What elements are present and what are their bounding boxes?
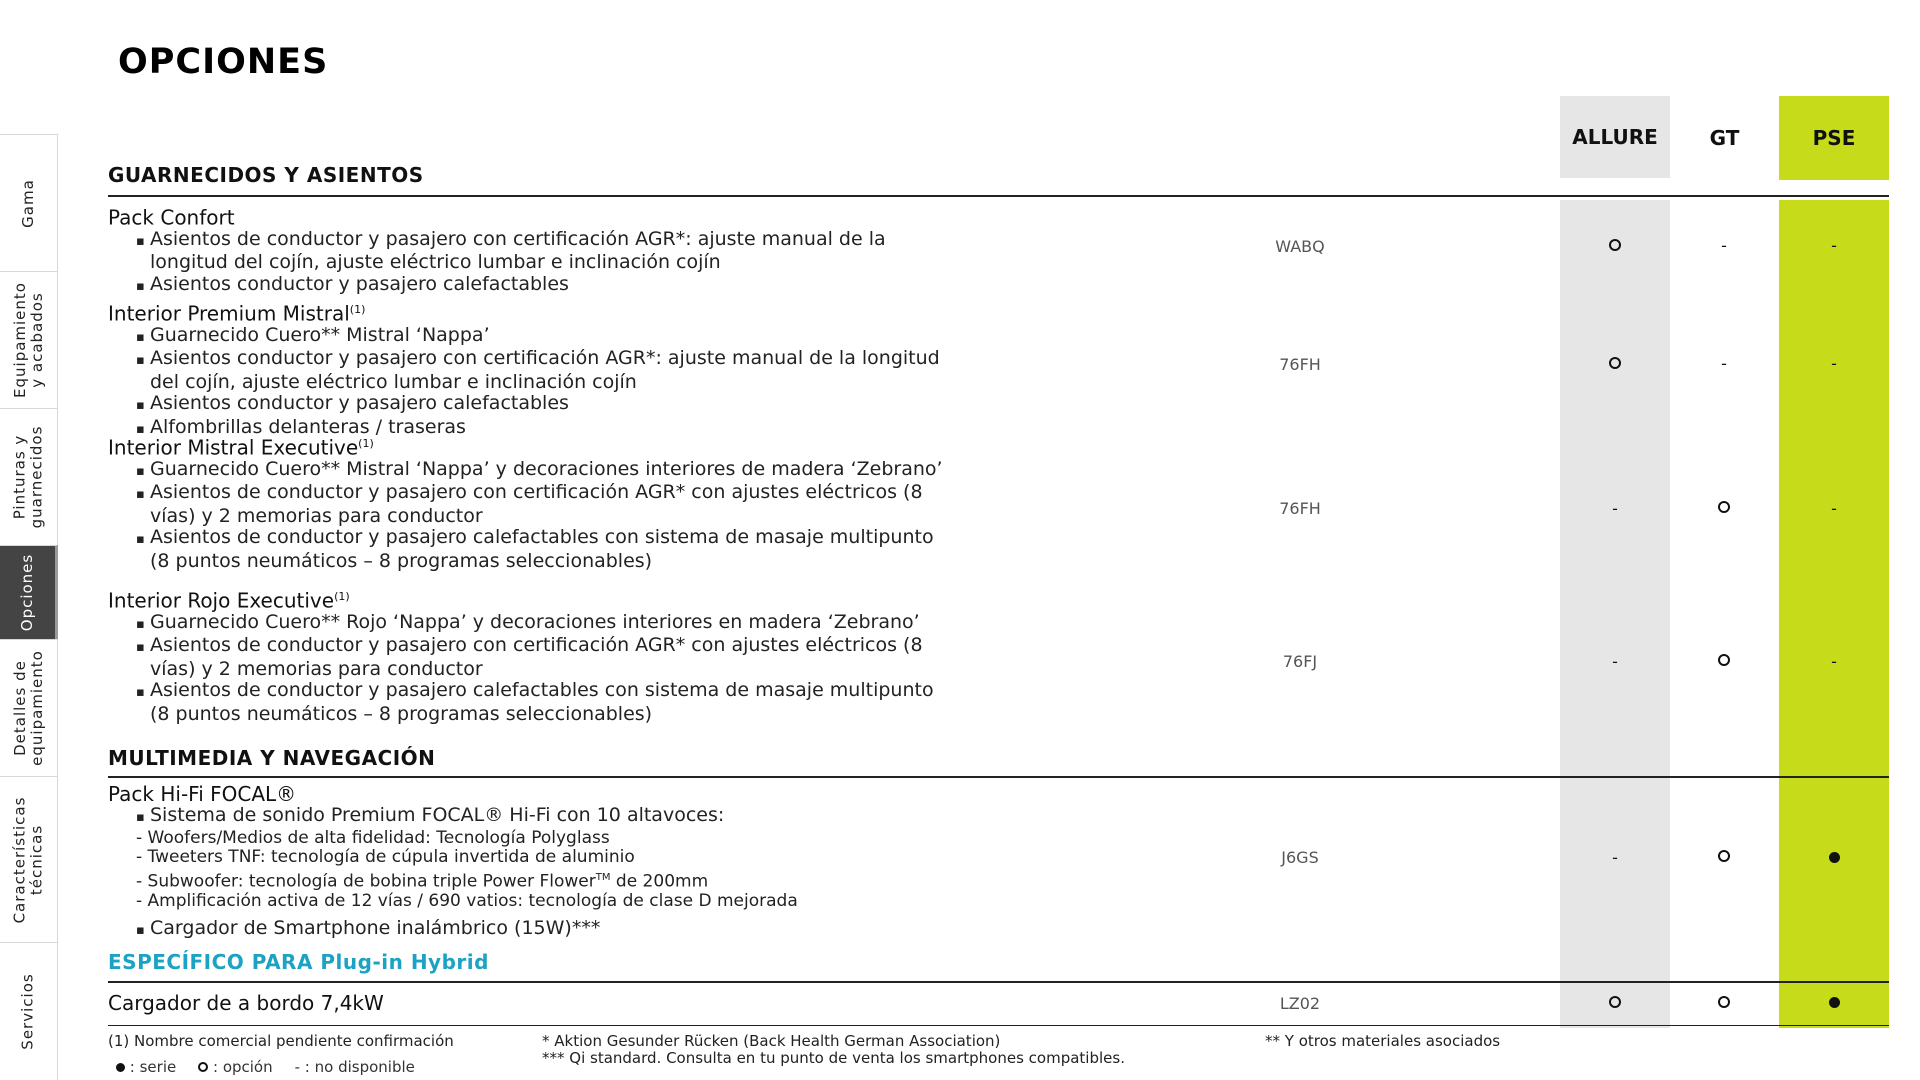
option-bullet: ▪ Guarnecido Cuero** Mistral ‘Nappa’: [108, 325, 948, 349]
availability-allure: -: [1612, 499, 1618, 518]
availability-allure: [1595, 236, 1635, 255]
table-bottom-rule: [108, 1025, 1889, 1026]
option-description: [108, 299, 948, 441]
option-title: Interior Mistral Executive$^{(1)}$: [108, 435, 374, 460]
option-title: Interior Premium Mistral$^{(1)}$: [108, 301, 366, 326]
option-subitem: - Woofers/Medios de alta fidelidad: Tecnología Polyglass: [136, 827, 610, 848]
nav-tab-label: Pinturas y guarnecidos: [10, 425, 46, 529]
nav-tab-gama[interactable]: [0, 134, 58, 271]
availability-gt: [1704, 847, 1744, 866]
allure-column-band: [1560, 200, 1670, 1028]
option-title: Pack Hi-Fi FOCAL®: [108, 782, 297, 806]
availability-gt: [1704, 993, 1744, 1012]
serie-dot-icon: [1829, 852, 1840, 863]
availability-pse: -: [1831, 236, 1837, 255]
pse-column-band: [1779, 200, 1889, 1028]
option-bullet: ▪ Asientos de conductor y pasajero calefactables con sistema de masaje multipunto (8 puntos neumáticos – 8 programas seleccionables): [108, 680, 948, 725]
availability-pse: -: [1831, 499, 1837, 518]
nav-tab-label: Opciones: [18, 553, 37, 632]
nav-tab-detalles[interactable]: [0, 639, 58, 776]
option-code: 76FJ: [1282, 652, 1318, 671]
legend: [116, 1058, 415, 1076]
option-description: [108, 203, 948, 297]
option-circle-icon: [198, 1062, 208, 1072]
availability-pse: [1814, 848, 1854, 867]
option-circle-icon: [1609, 239, 1621, 251]
availability-gt: -: [1721, 354, 1727, 373]
section-divider: [108, 981, 1889, 983]
footnote: ** Y otros materiales asociados: [1265, 1032, 1501, 1050]
availability-pse: [1814, 993, 1854, 1012]
option-bullet: ▪ Asientos de conductor y pasajero con certificación AGR*: ajuste manual de la longitud del cojín, ajuste eléctrico lumbar e inclinación cojín: [108, 229, 948, 274]
option-bullet: ▪ Cargador de Smartphone inalámbrico (15W)***: [108, 918, 1008, 942]
nav-tab-label: Equipamiento y acabados: [10, 282, 46, 398]
nav-tab-equipamiento[interactable]: [0, 271, 58, 408]
nav-tab-opciones[interactable]: [0, 545, 58, 639]
nav-tab-caracteristicas[interactable]: [0, 776, 58, 942]
column-header-allure: ALLURE: [1560, 96, 1670, 178]
option-code: WABQ: [1275, 237, 1325, 256]
section-title-hybrid: ESPECÍFICO PARA Plug-in Hybrid: [108, 950, 489, 974]
page-title: OPCIONES: [118, 42, 329, 82]
option-bullet: ▪ Asientos conductor y pasajero con certificación AGR*: ajuste manual de la longitud del cojín, ajuste eléctrico lumbar e inclinación cojín: [108, 348, 948, 393]
nav-tab-pinturas[interactable]: [0, 408, 58, 545]
availability-pse: -: [1831, 354, 1837, 373]
option-description: [108, 783, 1008, 941]
option-bullet: ▪ Asientos de conductor y pasajero con certificación AGR* con ajustes eléctricos (8 vías) y 2 memorias para conductor: [108, 482, 948, 527]
column-header-gt: GT: [1709, 126, 1740, 150]
option-description: [108, 992, 948, 1014]
availability-pse: -: [1831, 652, 1837, 671]
nav-tab-label: Detalles de equipamiento: [10, 650, 46, 766]
side-navigation: [0, 134, 58, 1080]
option-description: [108, 433, 948, 573]
option-bullet: ▪ Guarnecido Cuero** Mistral ‘Nappa’ y decoraciones interiores de madera ‘Zebrano’: [108, 459, 948, 483]
nav-tab-label: Gama: [19, 178, 37, 228]
option-title: Pack Confort: [108, 205, 235, 230]
footnote: * Aktion Gesunder Rücken (Back Health German Association): [542, 1032, 1001, 1050]
legend-not-available: - : no disponible: [294, 1058, 415, 1076]
availability-gt: [1704, 498, 1744, 517]
option-subitem: - Tweeters TNF: tecnología de cúpula invertida de aluminio: [136, 847, 635, 868]
option-bullet: ▪ Guarnecido Cuero** Rojo ‘Nappa’ y decoraciones interiores en madera ‘Zebrano’: [108, 612, 948, 636]
serie-dot-icon: [116, 1063, 125, 1072]
section-title-seats: GUARNECIDOS Y ASIENTOS: [108, 163, 424, 187]
section-title-multimedia: MULTIMEDIA Y NAVEGACIÓN: [108, 746, 436, 770]
option-bullet: ▪ Asientos conductor y pasajero calefactables: [108, 393, 948, 417]
option-circle-icon: [1609, 996, 1621, 1008]
legend-option: : opción: [198, 1058, 272, 1076]
availability-gt: -: [1721, 236, 1727, 255]
nav-tab-label: Servicios: [19, 973, 37, 1050]
option-code: LZ02: [1279, 994, 1321, 1013]
option-circle-icon: [1718, 501, 1730, 513]
section-divider: [108, 195, 1889, 197]
option-subitem: - Subwoofer: tecnología de bobina triple Power Flower™ de 200mm: [136, 871, 709, 892]
option-bullet: ▪ Asientos conductor y pasajero calefactables: [108, 274, 948, 298]
availability-gt: [1704, 651, 1744, 670]
option-code: 76FH: [1279, 499, 1321, 518]
serie-dot-icon: [1829, 997, 1840, 1008]
option-circle-icon: [1609, 357, 1621, 369]
option-bullet: ▪ Sistema de sonido Premium FOCAL® Hi-Fi con 10 altavoces:: [108, 805, 1008, 829]
option-circle-icon: [1718, 654, 1730, 666]
option-bullet: ▪ Alfombrillas delanteras / traseras: [108, 417, 948, 441]
footnote: *** Qi standard. Consulta en tu punto de venta los smartphones compatibles.: [542, 1049, 1125, 1067]
option-title: Cargador de a bordo 7,4kW: [108, 991, 384, 1015]
option-circle-icon: [1718, 996, 1730, 1008]
option-subitem: - Amplificación activa de 12 vías / 690 vatios: tecnología de clase D mejorada: [136, 891, 798, 912]
column-header-pse: PSE: [1779, 96, 1889, 180]
availability-allure: -: [1612, 652, 1618, 671]
option-code: J6GS: [1281, 848, 1319, 867]
option-description: [108, 586, 948, 726]
option-bullet: ▪ Asientos de conductor y pasajero con certificación AGR* con ajustes eléctricos (8 vías) y 2 memorias para conductor: [108, 635, 948, 680]
nav-tab-servicios[interactable]: [0, 942, 58, 1080]
option-bullet: ▪ Asientos de conductor y pasajero calefactables con sistema de masaje multipunto (8 puntos neumáticos – 8 programas seleccionables): [108, 527, 948, 572]
option-title: Interior Rojo Executive$^{(1)}$: [108, 588, 350, 613]
footnote: (1) Nombre comercial pendiente confirmación: [108, 1032, 454, 1050]
availability-allure: [1595, 993, 1635, 1012]
section-divider: [108, 776, 1889, 778]
availability-allure: -: [1612, 848, 1618, 867]
legend-serie: : serie: [116, 1058, 176, 1076]
availability-allure: [1595, 354, 1635, 373]
option-circle-icon: [1718, 850, 1730, 862]
nav-tab-label: Características técnicas: [10, 796, 46, 923]
option-code: 76FH: [1279, 355, 1321, 374]
